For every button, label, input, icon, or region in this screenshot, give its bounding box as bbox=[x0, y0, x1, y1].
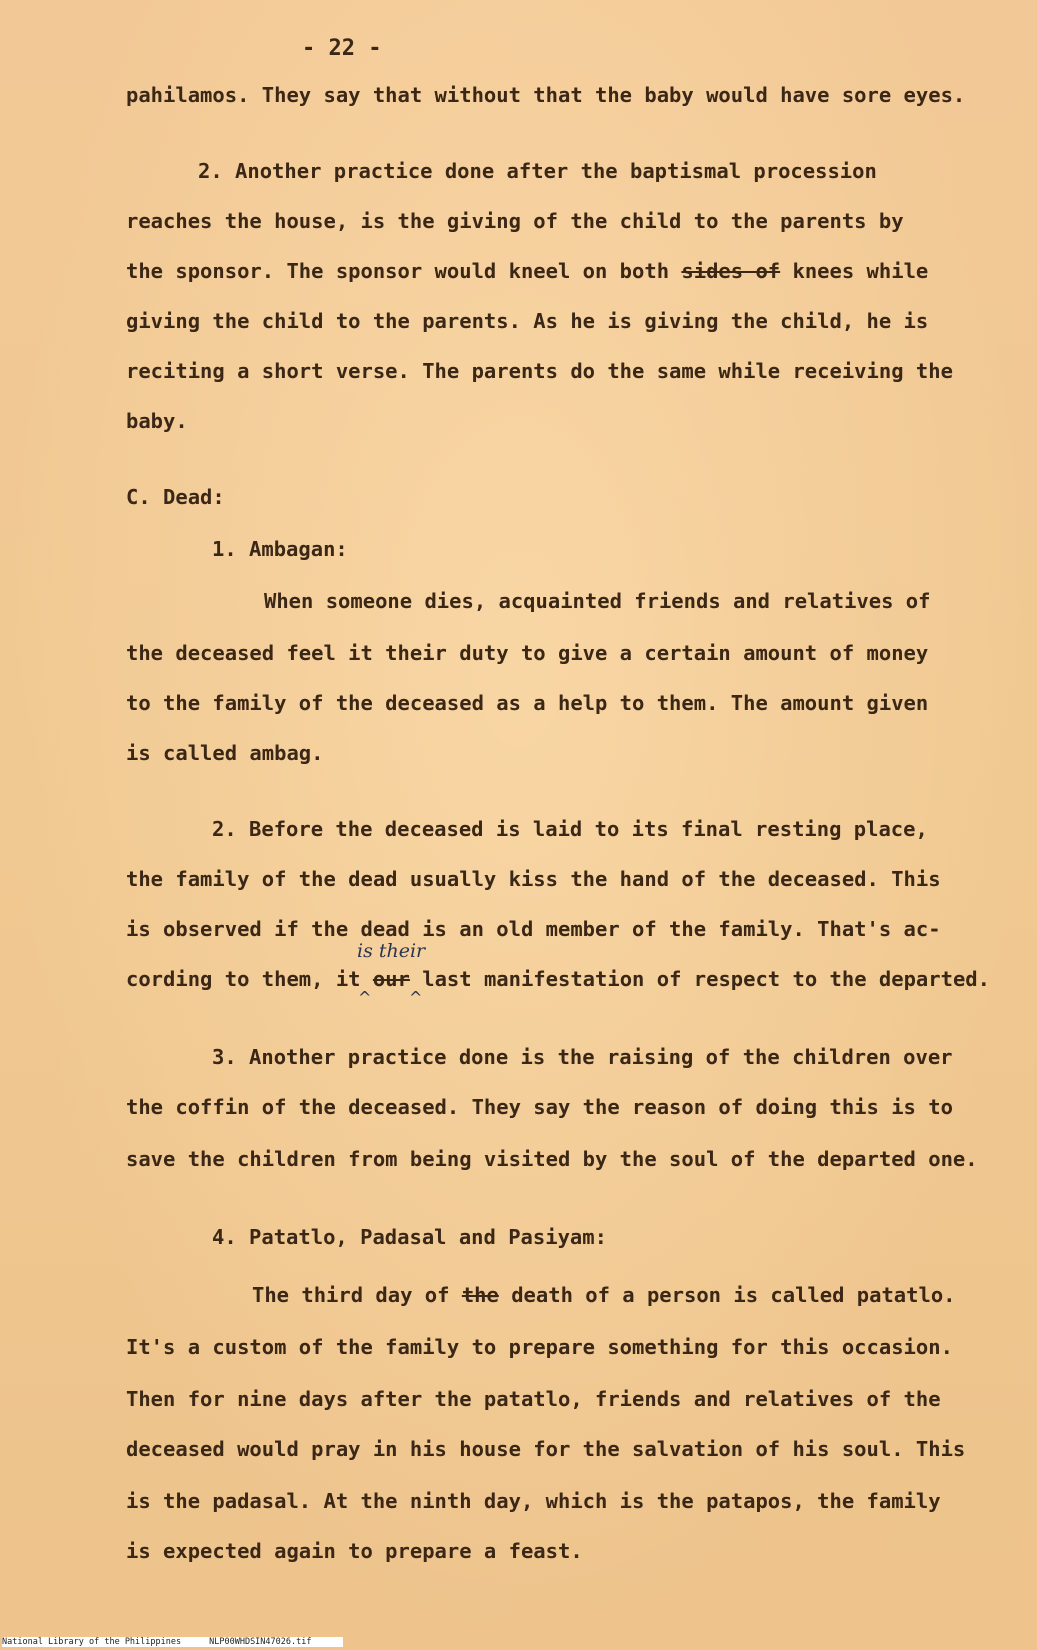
caret-mark: ^ bbox=[358, 988, 372, 1007]
text-line: is called ambag. bbox=[126, 741, 324, 765]
text-line: the coffin of the deceased. They say the reason of doing this is to bbox=[126, 1095, 953, 1119]
text-segment: cording to them, bbox=[126, 967, 336, 991]
subsection-heading: 1. Ambagan: bbox=[212, 537, 348, 561]
text-line: baby. bbox=[126, 409, 188, 433]
text-segment: The third day of bbox=[252, 1283, 462, 1307]
text-line: is expected again to prepare a feast. bbox=[126, 1539, 583, 1563]
text-line: deceased would pray in his house for the salvation of his soul. This bbox=[126, 1437, 966, 1461]
text-line: save the children from being visited by the soul of the departed one. bbox=[126, 1147, 978, 1171]
footer-filename: NLP00WHDSIN47026.tif bbox=[209, 1637, 312, 1647]
text-line: 2. Another practice done after the baptismal procession bbox=[198, 159, 877, 183]
text-line bbox=[126, 966, 990, 992]
text-segment: knees while bbox=[780, 259, 929, 283]
text-line: It's a custom of the family to prepare something for this occasion. bbox=[126, 1335, 953, 1359]
text-segment: last manifestation of respect to the departed. bbox=[409, 967, 990, 991]
footer-library: National Library of the Philippines bbox=[2, 1637, 182, 1647]
page-number: - 22 - bbox=[302, 36, 382, 61]
text-line: the deceased feel it their duty to give a certain amount of money bbox=[126, 641, 929, 665]
text-line: the family of the dead usually kiss the hand of the deceased. This bbox=[126, 867, 941, 891]
text-line: is observed if the dead is an old member of the family. That's ac- bbox=[126, 917, 941, 941]
struck-text: sides of bbox=[681, 259, 781, 283]
text-line: reciting a short verse. The parents do the same while receiving the bbox=[126, 359, 953, 383]
section-heading: C. Dead: bbox=[126, 485, 225, 509]
struck-text: the bbox=[461, 1283, 499, 1307]
text-segment: it bbox=[335, 967, 373, 991]
text-line: giving the child to the parents. As he is giving the child, he is bbox=[126, 309, 929, 333]
text-line: reaches the house, is the giving of the child to the parents by bbox=[126, 209, 904, 233]
handwritten-insertion: is their bbox=[357, 940, 426, 962]
caret-mark: ^ bbox=[409, 988, 423, 1007]
text-line: 3. Another practice done is the raising of the children over bbox=[212, 1045, 953, 1069]
text-line bbox=[252, 1282, 956, 1308]
text-line: 2. Before the deceased is laid to its final resting place, bbox=[212, 817, 928, 841]
text-line: Then for nine days after the patatlo, friends and relatives of the bbox=[126, 1387, 941, 1411]
text-segment: the sponsor. The sponsor would kneel on both bbox=[126, 259, 682, 283]
struck-text: our bbox=[372, 967, 410, 991]
text-line: pahilamos. They say that without that the baby would have sore eyes. bbox=[126, 83, 966, 107]
subsection-heading: 4. Patatlo, Padasal and Pasiyam: bbox=[212, 1225, 607, 1249]
scan-footer bbox=[2, 1637, 343, 1647]
text-line bbox=[126, 258, 928, 284]
text-line: to the family of the deceased as a help to them. The amount given bbox=[126, 691, 929, 715]
text-segment: death of a person is called patatlo. bbox=[498, 1283, 956, 1307]
text-line: is the padasal. At the ninth day, which is the patapos, the family bbox=[126, 1489, 941, 1513]
text-line: When someone dies, acquainted friends and relatives of bbox=[264, 589, 931, 613]
